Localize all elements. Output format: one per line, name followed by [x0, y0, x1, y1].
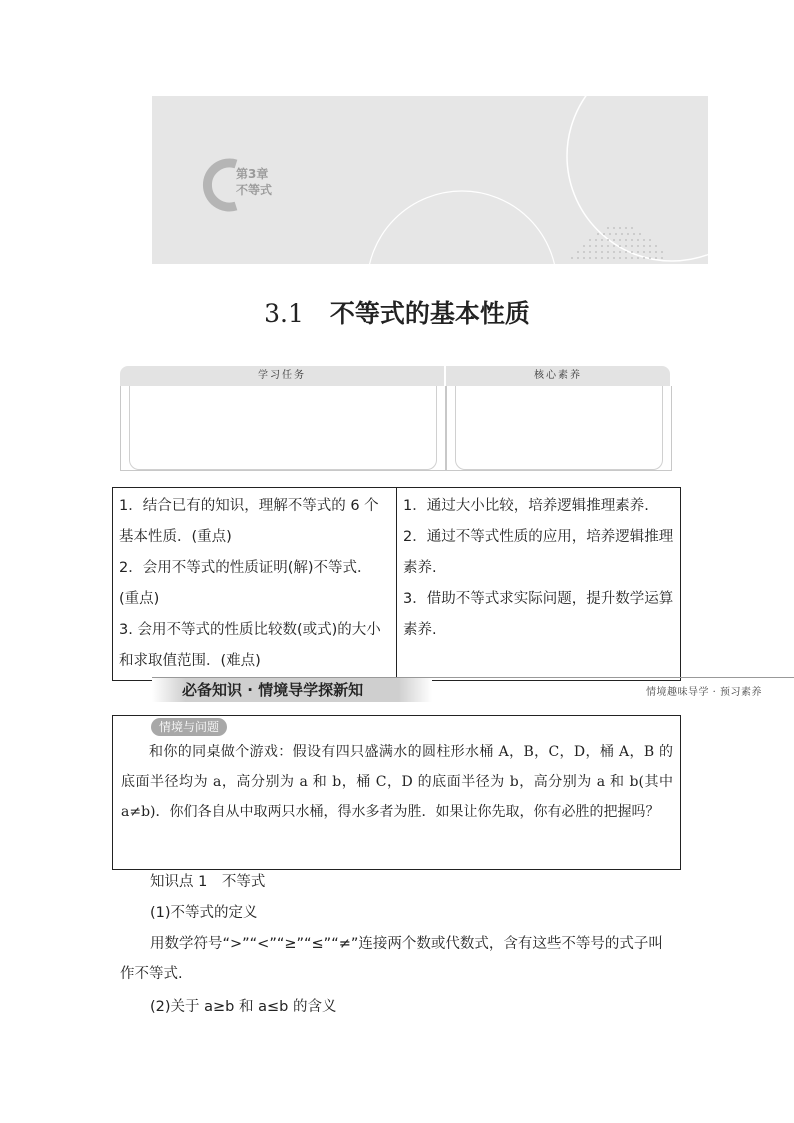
literacy-item: 2．通过不等式性质的应用，培养逻辑推理素养. — [403, 529, 674, 576]
knowledge-item-2: (2)关于 a≥b 和 a≤b 的含义 — [150, 999, 337, 1015]
chapter-label — [236, 166, 272, 198]
tasks-table — [112, 487, 681, 681]
knowledge-item-1: (1)不等式的定义 — [150, 905, 258, 921]
chapter-banner — [152, 96, 708, 264]
tasks-placeholder-inner — [129, 386, 437, 470]
task-item: 2．会用不等式的性质证明(解)不等式．(重点) — [119, 560, 372, 607]
chapter-name: 不等式 — [236, 183, 273, 197]
scenario-tag: 情境与问题 — [151, 718, 227, 736]
tab-learning-tasks — [120, 366, 444, 386]
page-title — [0, 294, 794, 330]
table-cell — [113, 488, 397, 681]
section-subheading: 情境趣味导学 · 预习素养 — [646, 687, 763, 698]
scenario-text: 和你的同桌做个游戏：假设有四只盛满水的圆柱形水桶 A，B，C，D，桶 A，B 的底面半径均为 a，高分别为 a 和 b，桶 C，D 的底面半径为 b，高分别为 a 和 b(其中 a≠b)．你们各自从中取两只水桶，得水多者为胜．如果让你先取，你有必胜的把握吗？ — [121, 744, 673, 820]
literacy-item: 3．借助不等式求实际问题，提升数学运算素养. — [403, 591, 674, 638]
scenario-box — [112, 715, 681, 870]
task-item: 1．结合已有的知识，理解不等式的 6 个基本性质．(重点) — [119, 498, 379, 545]
tab-learning-tasks-label: 学习任务 — [258, 370, 306, 381]
literacy-item: 1．通过大小比较，培养逻辑推理素养. — [403, 498, 649, 514]
definition-paragraph: 用数学符号“>”“<”“≥”“≤”“≠”连接两个数或代数式，含有这些不等号的式子叫作不等式. — [120, 936, 663, 982]
literacy-placeholder-box — [446, 386, 672, 471]
tab-core-literacy-label: 核心素养 — [534, 370, 582, 381]
tab-core-literacy — [446, 366, 670, 386]
table-row — [113, 488, 681, 681]
task-item: 3. 会用不等式的性质比较数(或式)的大小和求取值范围．(难点) — [119, 622, 381, 669]
section-title: 不等式的基本性质 — [329, 299, 530, 328]
section-number: 3.1 — [264, 299, 304, 328]
literacy-placeholder-inner — [455, 386, 663, 470]
knowledge-point-heading: 知识点 1 不等式 — [150, 874, 266, 890]
table-cell — [397, 488, 681, 681]
tasks-placeholder-box — [120, 386, 446, 471]
chapter-number: 第3章 — [236, 167, 269, 181]
section-heading: 必备知识 · 情境导学探新知 — [182, 681, 364, 699]
